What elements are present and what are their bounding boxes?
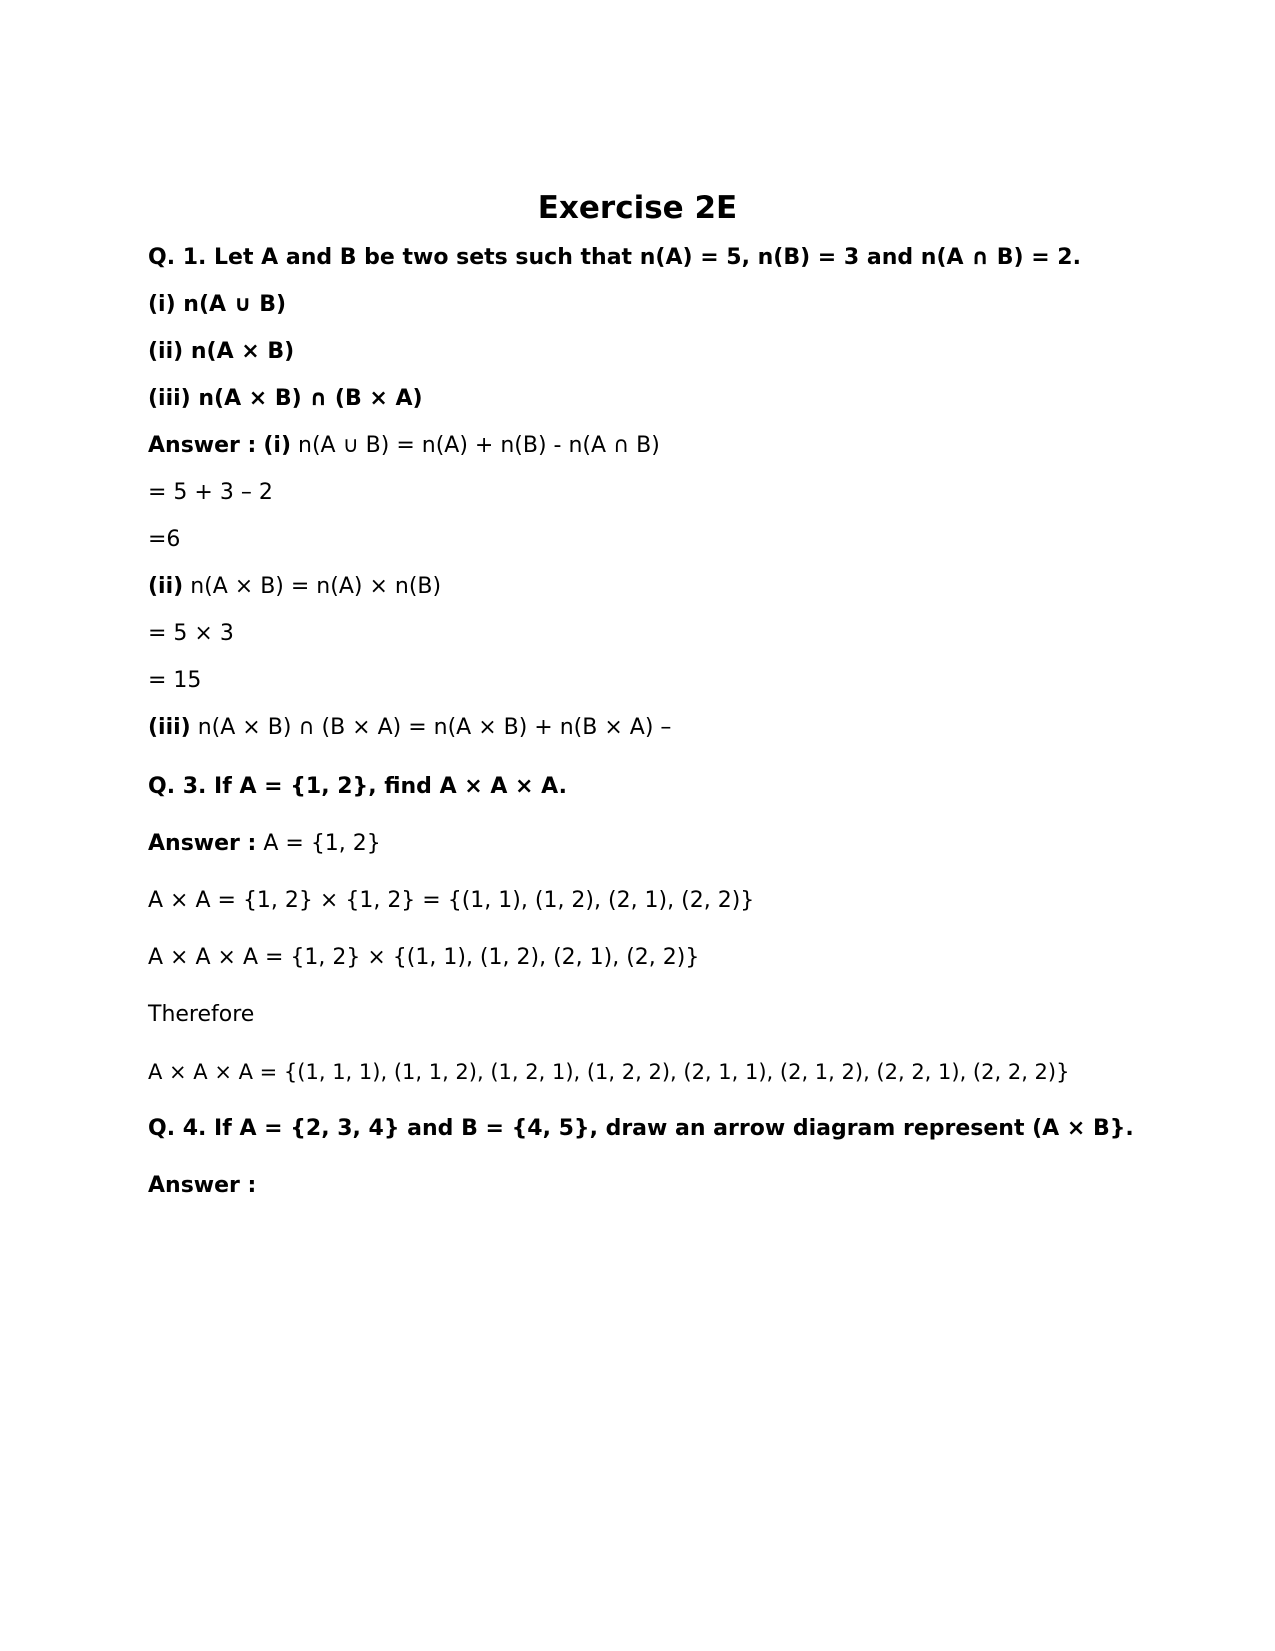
answer-text: n(A × B) ∩ (B × A) = n(A × B) + n(B × A) – <box>197 715 672 740</box>
answer-label: Answer : <box>148 831 257 856</box>
q1-step: = 5 × 3 <box>148 621 234 646</box>
answer-part-label: (ii) <box>148 574 184 599</box>
page-title: Exercise 2E <box>537 190 738 226</box>
answer-part-label: (iii) <box>148 715 191 740</box>
q4-answer-label: Answer : <box>148 1173 257 1198</box>
answer-text: A = {1, 2} <box>263 831 381 856</box>
q1-step: =6 <box>148 527 181 552</box>
answer-part-label: (i) <box>263 433 291 458</box>
q3-line: A × A = {1, 2} × {1, 2} = {(1, 1), (1, 2), (2, 1), (2, 2)} <box>148 888 755 913</box>
q4-question: Q. 4. If A = {2, 3, 4} and B = {4, 5}, draw an arrow diagram represent (A × B}. <box>148 1116 1134 1141</box>
q1-question: Q. 1. Let A and B be two sets such that n(A) = 5, n(B) = 3 and n(A ∩ B) = 2. <box>148 245 1081 270</box>
q3-answer <box>148 829 381 859</box>
q1-step: = 15 <box>148 668 202 693</box>
q3-therefore: Therefore <box>148 1002 255 1027</box>
q1-part-i: (i) n(A ∪ B) <box>148 292 287 317</box>
answer-label: Answer : <box>148 433 257 458</box>
q1-answer-iii <box>148 713 671 743</box>
q1-part-iii: (iii) n(A × B) ∩ (B × A) <box>148 386 423 411</box>
q3-line: A × A × A = {1, 2} × {(1, 1), (1, 2), (2, 1), (2, 2)} <box>148 945 700 970</box>
q1-step: = 5 + 3 – 2 <box>148 480 273 505</box>
answer-text: n(A × B) = n(A) × n(B) <box>190 574 442 599</box>
q1-answer-i <box>148 431 660 461</box>
q1-part-ii: (ii) n(A × B) <box>148 339 295 364</box>
answer-text: n(A ∪ B) = n(A) + n(B) - n(A ∩ B) <box>298 433 660 458</box>
q3-line: A × A × A = {(1, 1, 1), (1, 1, 2), (1, 2, 1), (1, 2, 2), (2, 1, 1), (2, 1, 2), (2, 2, 1), (2, 2, 2)} <box>148 1060 1070 1084</box>
q3-question: Q. 3. If A = {1, 2}, find A × A × A. <box>148 774 567 799</box>
q1-answer-ii <box>148 572 441 602</box>
